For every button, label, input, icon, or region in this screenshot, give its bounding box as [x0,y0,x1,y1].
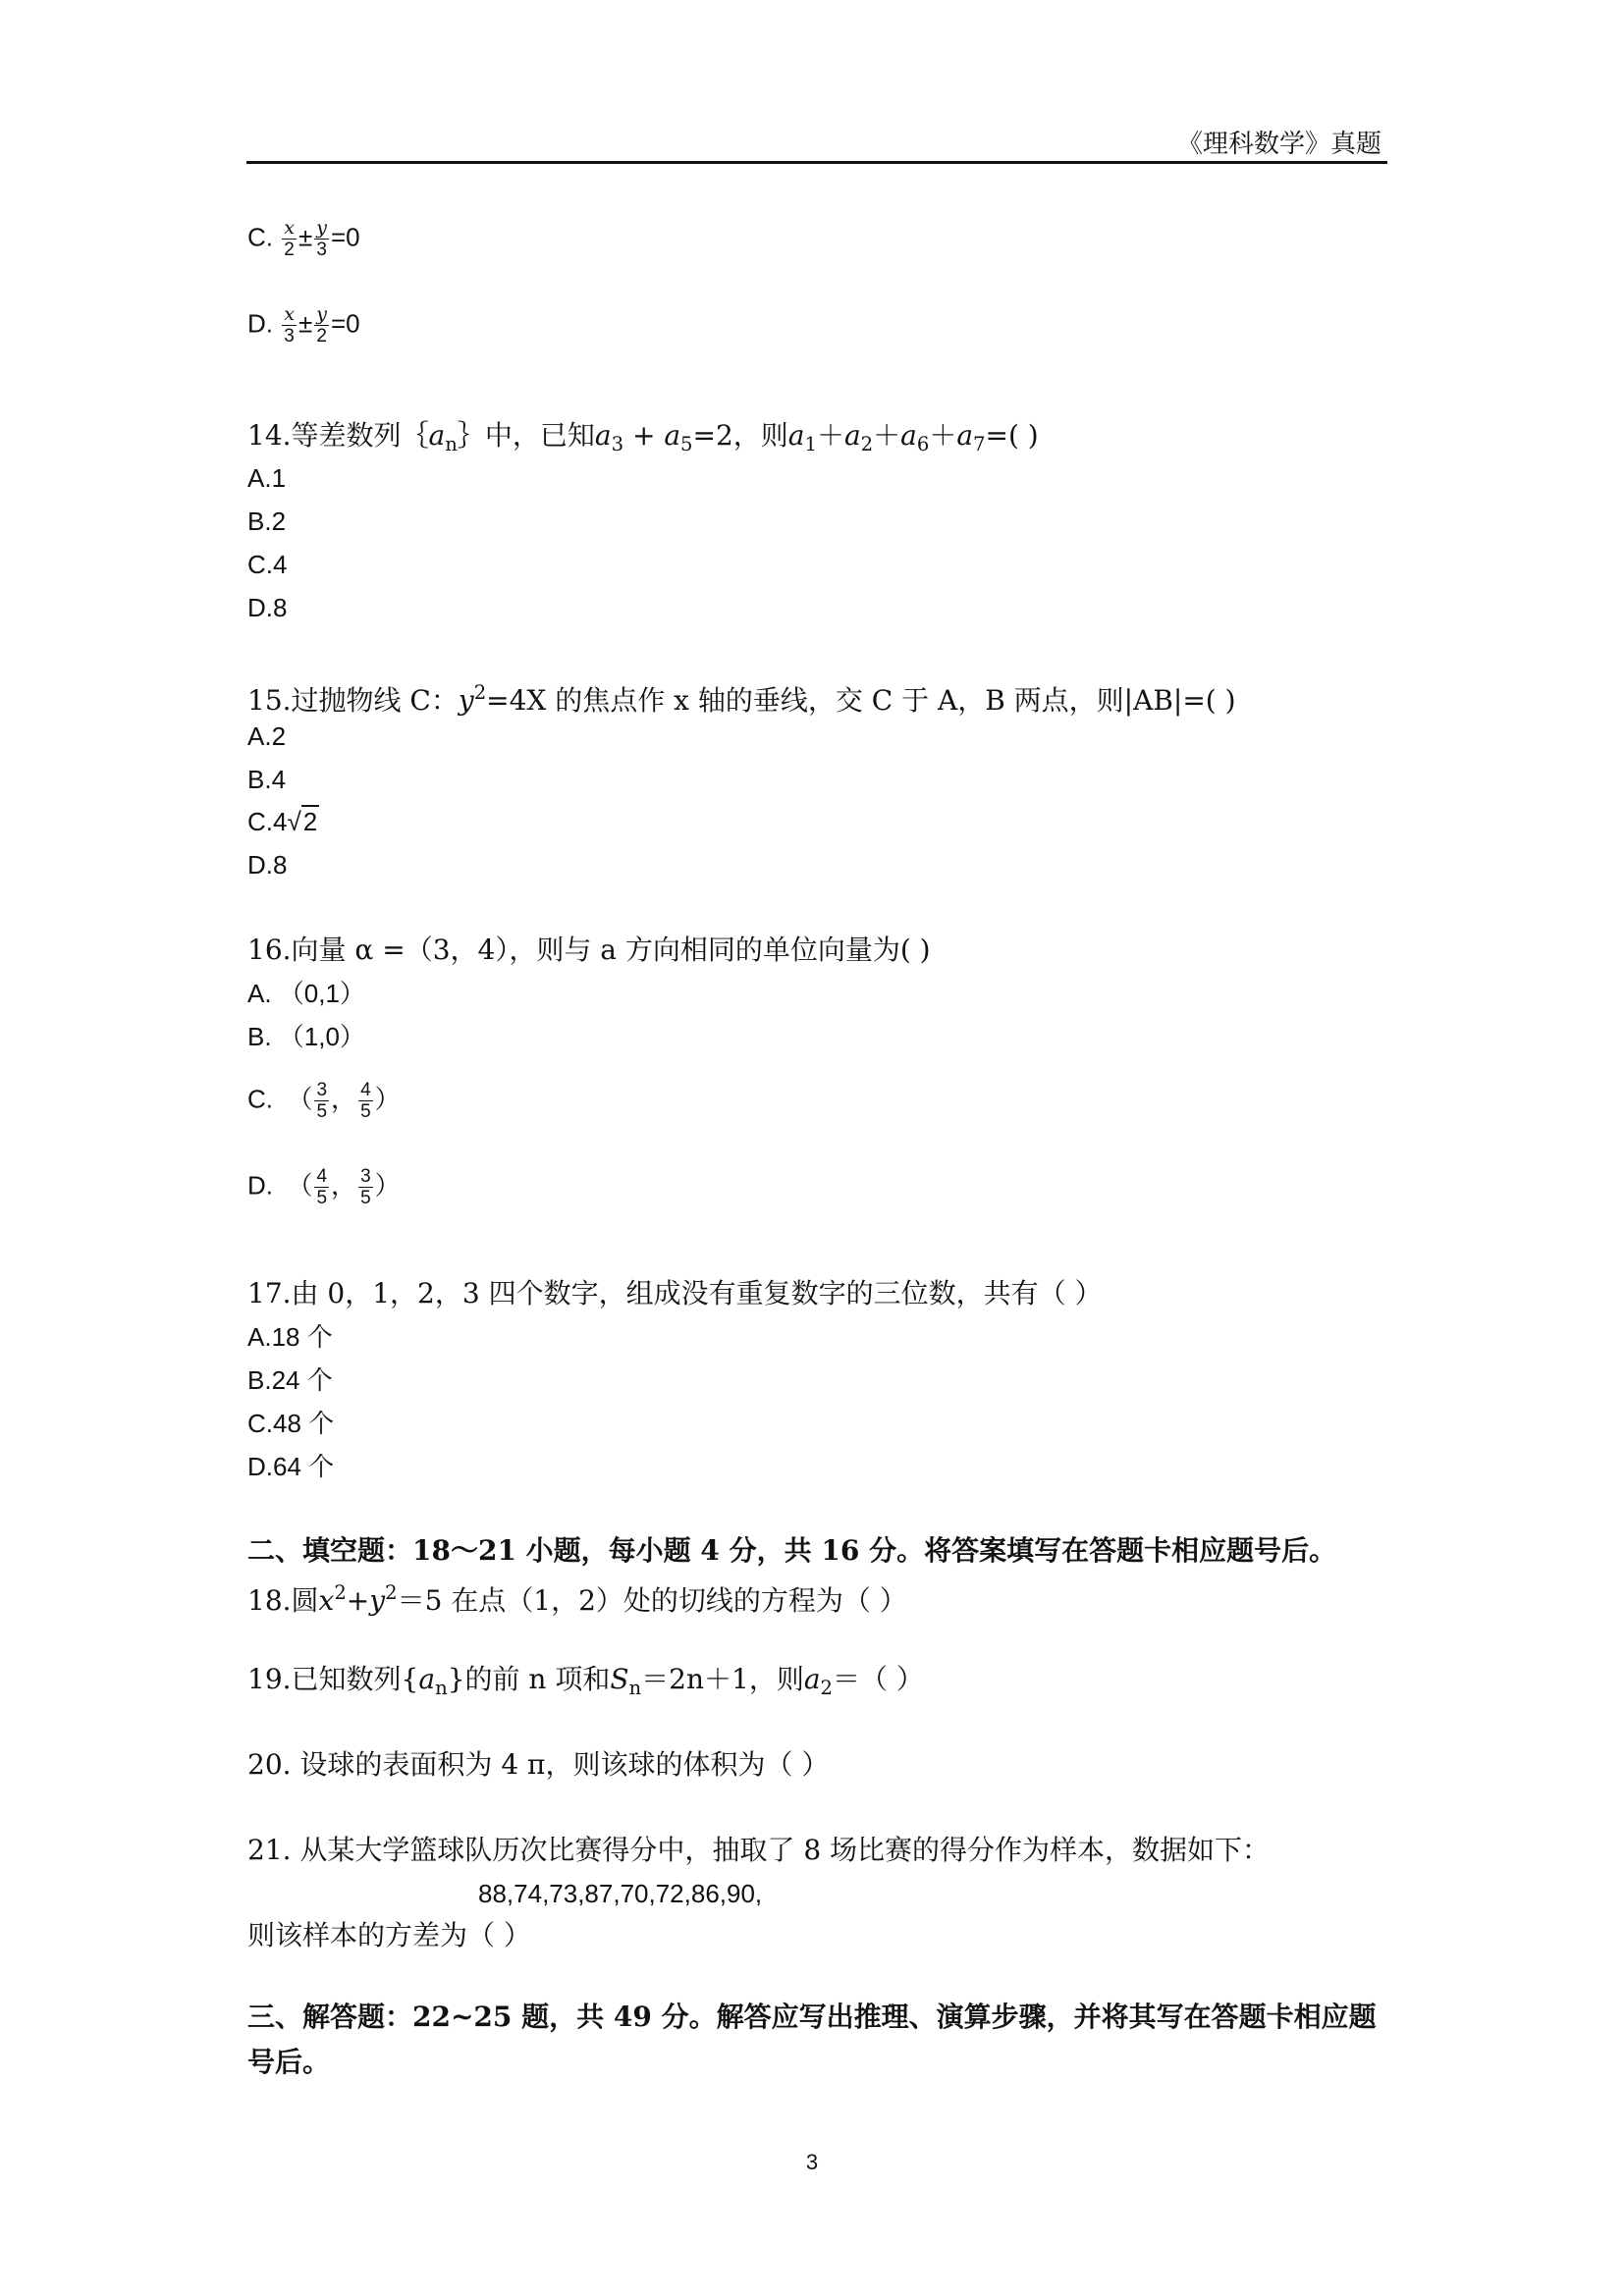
section-2-title: 二、填空题：18～21 小题，每小题 4 分，共 16 分。将答案填写在答题卡相应题号后。 [247,1534,1337,1567]
q19-stem: 19.已知数列$\{a_n\}$的前 n 项和$S_n=2n+1$，则$a_2=$（ ） [247,1663,924,1699]
q15-option-b: B.4 [247,765,287,794]
q21-data: 88,74,73,87,70,72,86,90, [478,1879,763,1908]
q15-option-d: D.8 [247,850,288,880]
q17-option-b: B.24 个 [247,1365,333,1395]
q14-option-b: B.2 [247,507,287,536]
q20-stem: 20. 设球的表面积为 4 π，则该球的体积为（ ） [247,1748,830,1781]
q17-option-c: C.48 个 [247,1409,335,1438]
q15-stem: 15.过抛物线 C：$y^2=4X$ 的焦点作 x 轴的垂线，交 C 于 A，B 两点，则|AB|=( ) [247,681,1236,717]
q14-option-d: D.8 [247,593,288,622]
q16-option-c: C. （ $\frac{3}{5}$ ， $\frac{4}{5}$ ） [247,1080,401,1122]
q21-stem: 21. 从某大学篮球队历次比赛得分中，抽取了 8 场比赛的得分作为样本，数据如下： [247,1834,1271,1866]
q17-option-d: D.64 个 [247,1452,335,1481]
q14-stem: 14.等差数列$\{a_n\}$中，已知$a_3 + a_5=2$，则$a_1+a_2+a_6+a_7=$( ) [247,419,1039,455]
header-title: 《理科数学》真题 [1176,130,1381,159]
page-number: 3 [805,2150,819,2174]
q15-option-c: C.4√2 [247,807,318,836]
q13-option-c: C. $\frac{x}{2}$ ± $\frac{y}{3}$ =0 [247,217,360,260]
q16-option-b: B. （1,0） [247,1022,365,1051]
q21-tail: 则该样本的方差为（ ） [247,1919,531,1951]
q15-option-a: A.2 [247,721,287,751]
section-3-title: 三、解答题：22~25 题，共 49 分。解答应写出推理、演算步骤，并将其写在答题卡相应题号后。 [247,2001,1377,2078]
q16-option-d: D. （ $\frac{4}{5}$ ， $\frac{3}{5}$ ） [247,1166,401,1208]
q16-stem: 16.向量 α =（3，4），则与 a 方向相同的单位向量为( ) [247,934,931,966]
q13-option-d: D. $\frac{x}{3}$ ± $\frac{y}{2}$ =0 [247,303,360,347]
q18-stem: 18.圆$x^2+y^2=5$ 在点（1，2）处的切线的方程为（ ） [247,1581,907,1617]
q14-option-a: A.1 [247,463,287,493]
page-header [246,120,1387,164]
q16-option-a: A. （0,1） [247,979,365,1008]
q17-option-a: A.18 个 [247,1322,333,1352]
q14-option-c: C.4 [247,550,288,579]
q17-stem: 17.由 0，1，2，3 四个数字，组成没有重复数字的三位数，共有（ ） [247,1277,1103,1309]
